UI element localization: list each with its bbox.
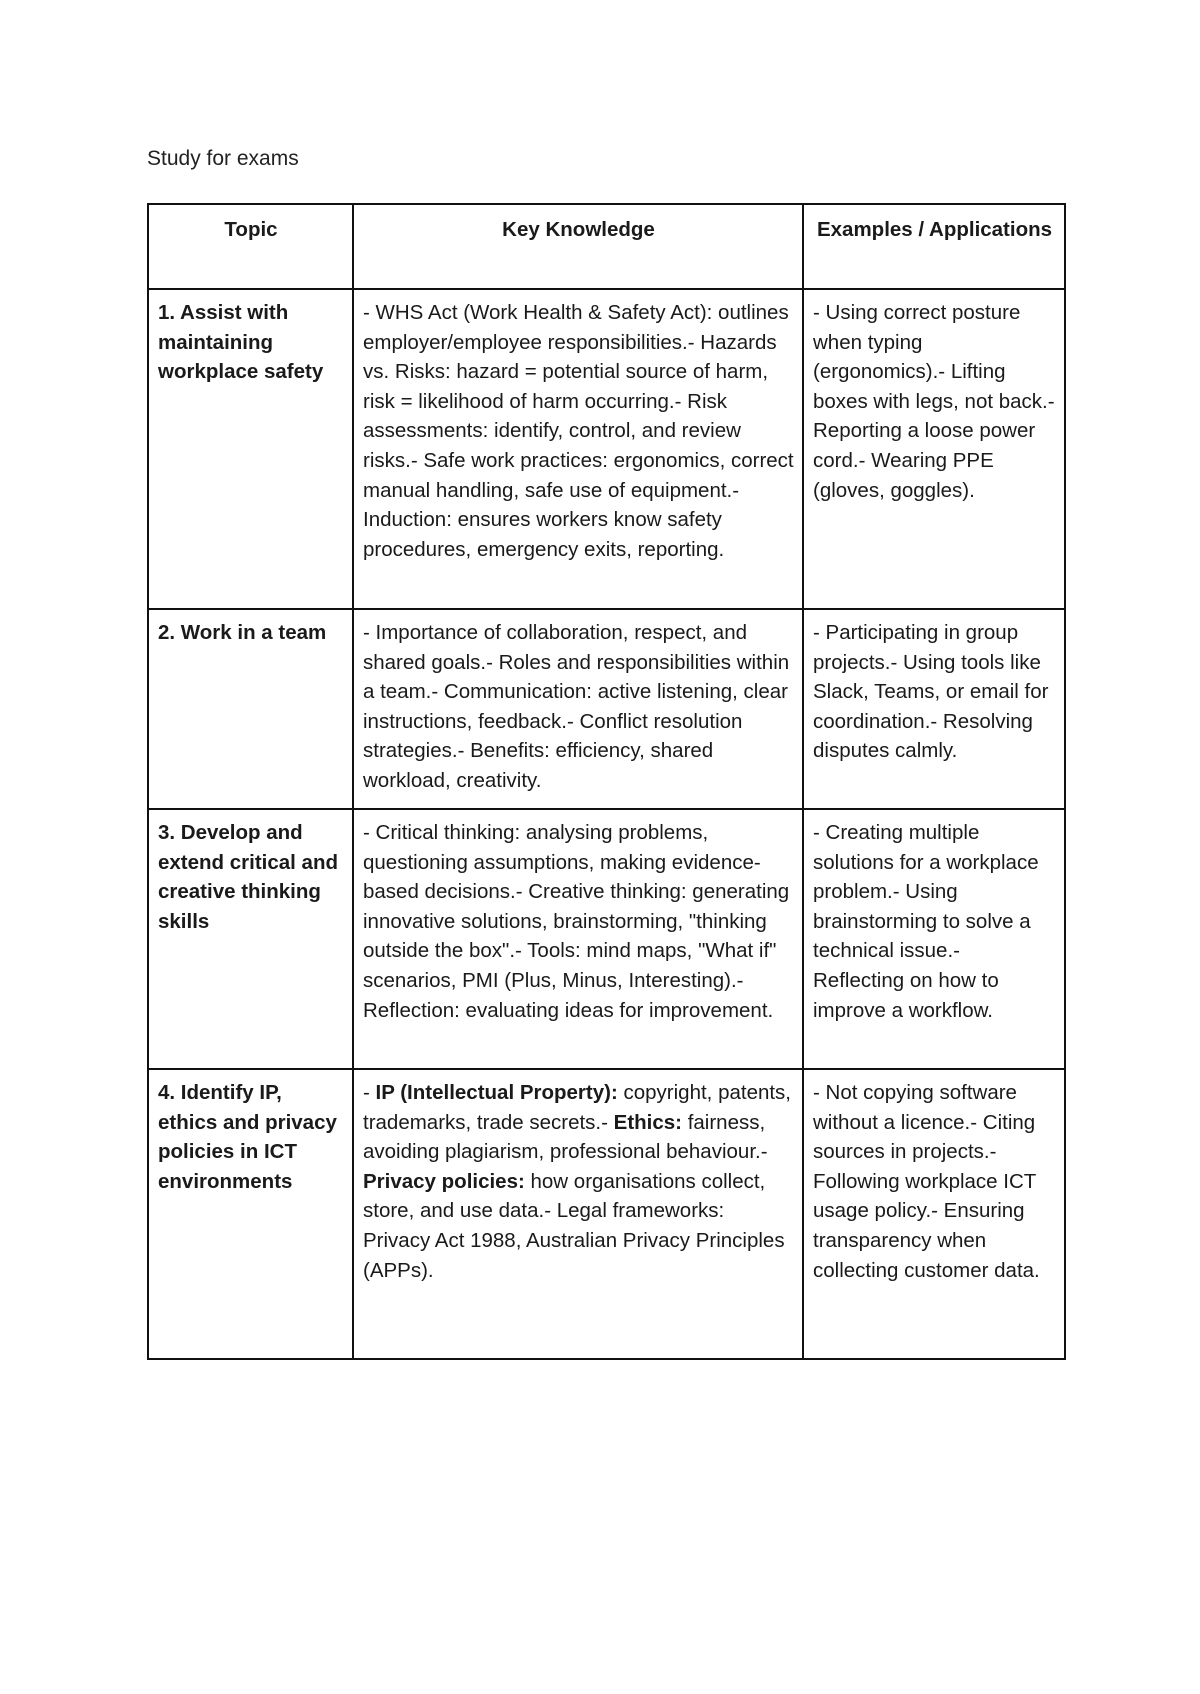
examples-cell: - Participating in group projects.- Using tools like Slack, Teams, or email for coordination.- Resolving disputes calmly. <box>803 609 1065 809</box>
page-title: Study for exams <box>147 147 299 170</box>
topic-cell: 1. Assist with maintaining workplace safety <box>148 289 353 609</box>
ethics-text: fairness, avoiding plagiarism, professional behaviour.- <box>363 1110 768 1164</box>
key-knowledge-cell: - Importance of collaboration, respect, and shared goals.- Roles and responsibilities within a team.- Communication: active listening, clear instructions, feedback.- Conflict resolution strategies.- Benefits: efficiency, shared workload, creativity. <box>353 609 803 809</box>
key-knowledge-cell: - Critical thinking: analysing problems, questioning assumptions, making evidence-based decisions.- Creative thinking: generating innovative solutions, brainstorming, "thinking outside the box".- Tools: mind maps, "What if" scenarios, PMI (Plus, Minus, Interesting).- Reflection: evaluating ideas for improvement. <box>353 809 803 1069</box>
examples-cell: - Using correct posture when typing (ergonomics).- Lifting boxes with legs, not back.- Reporting a loose power cord.- Wearing PPE (gloves, goggles). <box>803 289 1065 609</box>
privacy-label: Privacy policies: <box>363 1169 525 1193</box>
table-row <box>148 609 1065 809</box>
key-knowledge-cell <box>353 1069 803 1359</box>
key-knowledge-cell: - WHS Act (Work Health & Safety Act): outlines employer/employee responsibilities.- Hazards vs. Risks: hazard = potential source of harm, risk = likelihood of harm occurring.- Risk assessments: identify, control, and review risks.- Safe work practices: ergonomics, correct manual handling, safe use of equipment.- Induction: ensures workers know safety procedures, emergency exits, reporting. <box>353 289 803 609</box>
ethics-label: Ethics: <box>613 1110 682 1134</box>
table-row <box>148 1069 1065 1359</box>
table-row <box>148 809 1065 1069</box>
header-examples: Examples / Applications <box>803 204 1065 289</box>
topic-cell: 4. Identify IP, ethics and privacy policies in ICT environments <box>148 1069 353 1359</box>
examples-cell: - Creating multiple solutions for a workplace problem.- Using brainstorming to solve a technical issue.- Reflecting on how to improve a workflow. <box>803 809 1065 1069</box>
table-row <box>148 289 1065 609</box>
ip-text: copyright, patents, trademarks, trade secrets.- <box>363 1081 792 1134</box>
privacy-text: how organisations collect, store, and use data.- Legal frameworks: Privacy Act 1988, Australian Privacy Principles (APPs). <box>363 1169 785 1282</box>
kk-prefix: - <box>363 1081 376 1104</box>
table-header-row <box>148 204 1065 289</box>
ip-label: IP (Intellectual Property): <box>375 1081 618 1104</box>
topic-cell: 3. Develop and extend critical and creative thinking skills <box>148 809 353 1069</box>
header-topic: Topic <box>148 204 353 289</box>
header-key-knowledge: Key Knowledge <box>353 204 803 289</box>
topic-cell: 2. Work in a team <box>148 609 353 809</box>
examples-cell: - Not copying software without a licence.- Citing sources in projects.- Following workplace ICT usage policy.- Ensuring transparency when collecting customer data. <box>803 1069 1065 1359</box>
study-table <box>147 203 1066 1360</box>
